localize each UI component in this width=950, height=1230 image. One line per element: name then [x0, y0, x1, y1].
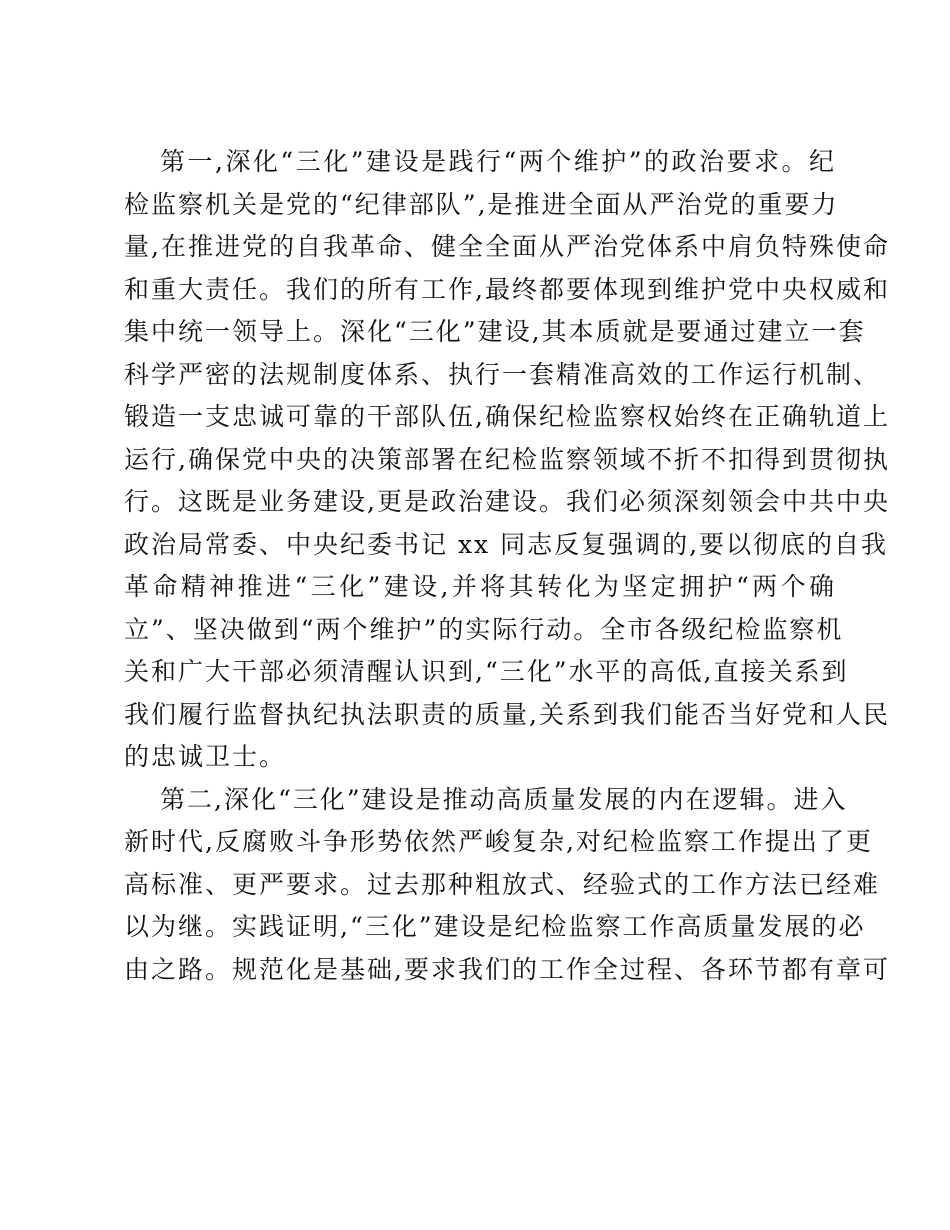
paragraph-1-line-3: 量,在推进党的自我革命、健全全面从严治党体系中肩负特殊使命	[124, 232, 890, 261]
paragraph-2-line-3: 高标准、更严要求。过去那种粗放式、经验式的工作方法已经难	[124, 869, 881, 899]
paragraph-2-line-2: 新时代,反腐败斗争形势依然严峻复杂,对纪检监察工作提出了更	[124, 827, 873, 856]
paragraph-1-line-1: 第一,深化“三化”建设是践行“两个维护”的政治要求。纪	[160, 147, 836, 176]
paragraph-1-line-10: 政治局常委、中央纪委书记 xx 同志反复强调的,要以彻底的自我	[124, 529, 889, 559]
paragraph-1-line-2: 检监察机关是党的“纪律部队”,是推进全面从严治党的重要力	[124, 189, 839, 219]
paragraph-1-line-15: 的忠诚卫士。	[124, 742, 287, 771]
paragraph-1-line-13: 关和广大干部必须清醒认识到,“三化”水平的高低,直接关系到	[124, 657, 849, 686]
paragraph-2-line-4: 以为继。实践证明,“三化”建设是纪检监察工作高质量发展的必	[124, 912, 866, 941]
paragraph-1-line-5: 集中统一领导上。深化“三化”建设,其本质就是要通过建立一套	[124, 317, 866, 346]
paragraph-1-line-11: 革命精神推进“三化”建设,并将其转化为坚定拥护“两个确	[124, 572, 836, 601]
paragraph-1-line-14: 我们履行监督执纪执法职责的质量,关系到我们能否当好党和人民	[124, 699, 890, 729]
paragraph-1-line-7: 锻造一支忠诚可靠的干部队伍,确保纪检监察权始终在正确轨道上	[124, 402, 890, 431]
paragraph-1-line-12: 立”、坚决做到“两个维护”的实际行动。全市各级纪检监察机	[124, 614, 844, 644]
paragraph-2-line-1: 第二,深化“三化”建设是推动高质量发展的内在逻辑。进入	[160, 784, 848, 814]
paragraph-1-line-4: 和重大责任。我们的所有工作,最终都要体现到维护党中央权威和	[124, 274, 890, 304]
paragraph-1-line-9: 行。这既是业务建设,更是政治建设。我们必须深刻领会中共中央	[124, 487, 890, 516]
paragraph-1-line-6: 科学严密的法规制度体系、执行一套精准高效的工作运行机制、	[124, 359, 881, 389]
paragraph-1-line-8: 运行,确保党中央的决策部署在纪检监察领域不折不扣得到贯彻执	[124, 444, 890, 474]
document-body	[124, 141, 890, 991]
paragraph-2-line-5: 由之路。规范化是基础,要求我们的工作全过程、各环节都有章可	[124, 954, 890, 984]
